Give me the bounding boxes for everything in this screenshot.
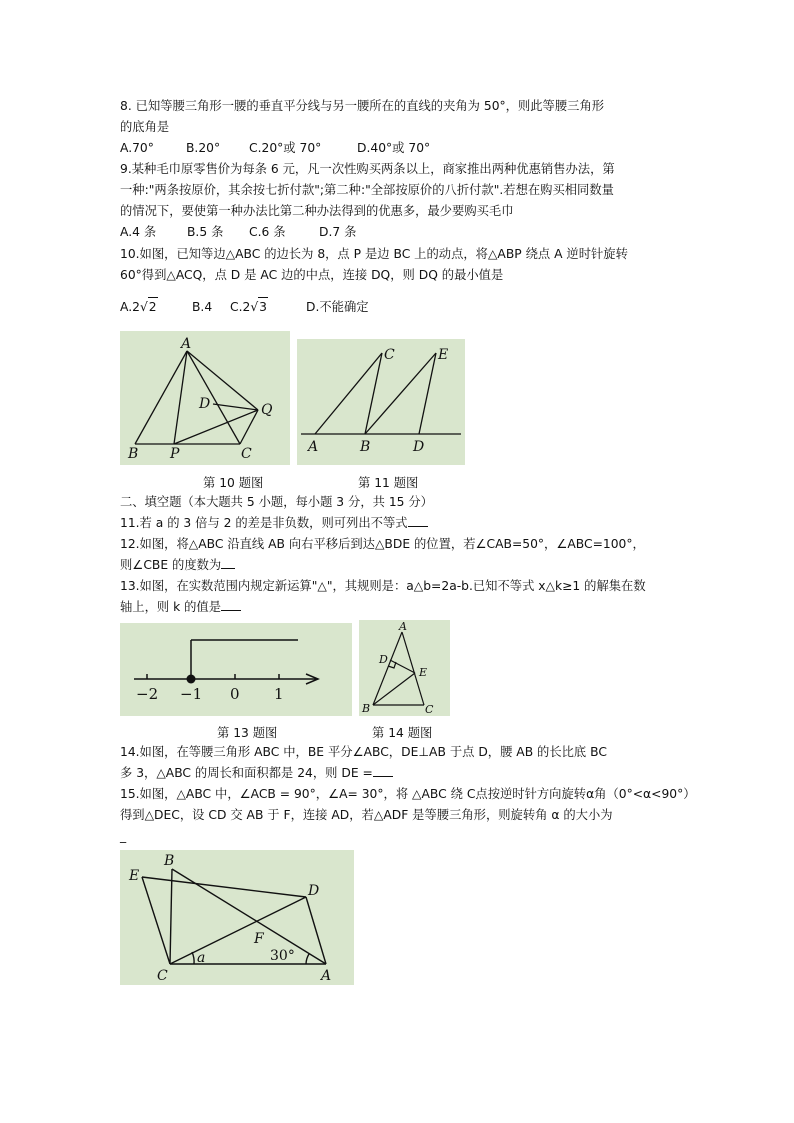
fig15-label-b: B bbox=[164, 853, 175, 869]
q12-line1: 12.如图，将△ABC 沿直线 AB 向右平移后到达△BDE 的位置，若∠CAB=50°，∠ABC=100°， bbox=[120, 537, 645, 551]
fig15-label-e: E bbox=[129, 868, 140, 884]
q8-line1: 8. 已知等腰三角形一腰的垂直平分线与另一腰所在的直线的夹角为 50°，则此等腰三角形 bbox=[120, 99, 605, 113]
q8-line2: 的底角是 bbox=[120, 120, 170, 134]
q14-line2: 多 3，△ABC 的周长和面积都是 24，则 DE = bbox=[120, 764, 393, 782]
fig14-label-e: E bbox=[419, 666, 428, 679]
q8-option-a: A.70° bbox=[120, 141, 154, 155]
fig14-label-b: B bbox=[362, 702, 371, 715]
figure-10-caption: 第 10 题图 bbox=[203, 476, 264, 490]
q9-line1: 9.某种毛巾原零售价为每条 6 元，凡一次性购买两条以上，商家推出两种优惠销售办法，第 bbox=[120, 162, 615, 176]
fig11-label-e: E bbox=[438, 347, 449, 363]
q9-line2: 一种:"两条按原价，其余按七折付款";第二种:"全部按原价的八折付款".若想在购买相同数量 bbox=[120, 183, 614, 197]
q13-line2: 轴上，则 k 的值是 bbox=[120, 598, 241, 616]
q12-line2: 则∠CBE 的度数为 bbox=[120, 556, 235, 574]
figure-13-caption: 第 13 题图 bbox=[217, 726, 278, 740]
figure-11-caption: 第 11 题图 bbox=[358, 476, 419, 490]
tick-label-0: 0 bbox=[230, 685, 240, 703]
tick-label-neg1: −1 bbox=[180, 685, 203, 703]
section-2-heading: 二、填空题（本大题共 5 小题，每小题 3 分，共 15 分） bbox=[120, 495, 433, 509]
q9-option-b: B.5 条 bbox=[187, 225, 224, 239]
fig10-label-q: Q bbox=[261, 402, 273, 418]
q9-line3: 的情况下，要使第一种办法比第二种办法得到的优惠多，最少要购买毛巾 bbox=[120, 204, 514, 218]
q10-option-b: B.4 bbox=[192, 300, 213, 314]
answer-blank bbox=[221, 598, 241, 611]
fig15-label-c: C bbox=[157, 968, 168, 984]
fig10-label-p: P bbox=[170, 446, 180, 462]
tick-label-neg2: −2 bbox=[136, 685, 159, 703]
q10-option-c: C.2√3 bbox=[230, 297, 306, 316]
q10-line1: 10.如图，已知等边△ABC 的边长为 8，点 P 是边 BC 上的动点，将△ABP 绕点 A 逆时针旋转 bbox=[120, 247, 628, 261]
fig15-angle-30: 30° bbox=[270, 948, 295, 964]
fig15-label-f: F bbox=[254, 931, 264, 947]
sqrt-sign: √2 bbox=[140, 297, 158, 316]
fig14-label-c: C bbox=[425, 703, 434, 716]
answer-blank bbox=[221, 556, 235, 569]
figure-14 bbox=[359, 620, 450, 716]
fig14-label-a: A bbox=[399, 620, 407, 633]
figure-13-number-line bbox=[120, 623, 352, 716]
q14-line1: 14.如图，在等腰三角形 ABC 中，BE 平分∠ABC，DE⊥AB 于点 D，腰 AB 的长比底 BC bbox=[120, 745, 607, 759]
figure-10 bbox=[120, 331, 290, 465]
solid-endpoint-dot bbox=[187, 675, 196, 684]
q8-option-c: C.20°或 70° bbox=[249, 141, 322, 155]
q10-option-a: A.2√2 bbox=[120, 297, 192, 316]
q13-line1: 13.如图，在实数范围内规定新运算"△"，其规则是：a△b=2a-b.已知不等式 x△k≥1 的解集在数 bbox=[120, 579, 646, 593]
fig11-label-c: C bbox=[384, 347, 395, 363]
q9-option-d: D.7 条 bbox=[319, 225, 357, 239]
q8-option-d: D.40°或 70° bbox=[357, 141, 431, 155]
q10-options bbox=[120, 297, 369, 316]
q10-line2: 60°得到△ACQ，点 D 是 AC 边的中点，连接 DQ，则 DQ 的最小值是 bbox=[120, 268, 504, 282]
figure-11 bbox=[297, 339, 465, 465]
tick-label-1: 1 bbox=[274, 685, 284, 703]
figure-14-caption: 第 14 题图 bbox=[372, 726, 433, 740]
fig11-label-a: A bbox=[308, 439, 319, 455]
answer-blank bbox=[408, 514, 428, 527]
fig15-angle-alpha: a bbox=[197, 950, 206, 966]
q10-option-d: D.不能确定 bbox=[306, 300, 369, 314]
fig10-label-d: D bbox=[199, 396, 211, 412]
answer-blank bbox=[373, 764, 393, 777]
q11-line: 11.若 a 的 3 倍与 2 的差是非负数，则可列出不等式 bbox=[120, 514, 428, 532]
sqrt-sign: √3 bbox=[250, 297, 268, 316]
q9-option-a: A.4 条 bbox=[120, 225, 157, 239]
fig14-label-d: D bbox=[379, 653, 388, 666]
q8-options bbox=[120, 139, 430, 157]
fig15-label-d: D bbox=[308, 883, 320, 899]
fig15-label-a: A bbox=[321, 968, 332, 984]
q15-line1: 15.如图，△ABC 中，∠ACB = 90°，∠A= 30°，将 △ABC 绕 C点按逆时针方向旋转α角（0°<α<90°） bbox=[120, 787, 696, 801]
fig11-label-d: D bbox=[413, 439, 425, 455]
q15-line2: 得到△DEC，设 CD 交 AB 于 F，连接 AD，若△ADF 是等腰三角形，则旋转角 α 的大小为 bbox=[120, 808, 613, 822]
q15-line3: _ bbox=[120, 829, 127, 843]
q9-options bbox=[120, 223, 356, 241]
figure-15 bbox=[120, 850, 354, 985]
fig10-label-c: C bbox=[241, 446, 252, 462]
fig10-label-a: A bbox=[181, 336, 192, 352]
fig11-label-b: B bbox=[360, 439, 371, 455]
q9-option-c: C.6 条 bbox=[249, 225, 286, 239]
q8-option-b: B.20° bbox=[186, 141, 221, 155]
fig10-label-b: B bbox=[128, 446, 139, 462]
